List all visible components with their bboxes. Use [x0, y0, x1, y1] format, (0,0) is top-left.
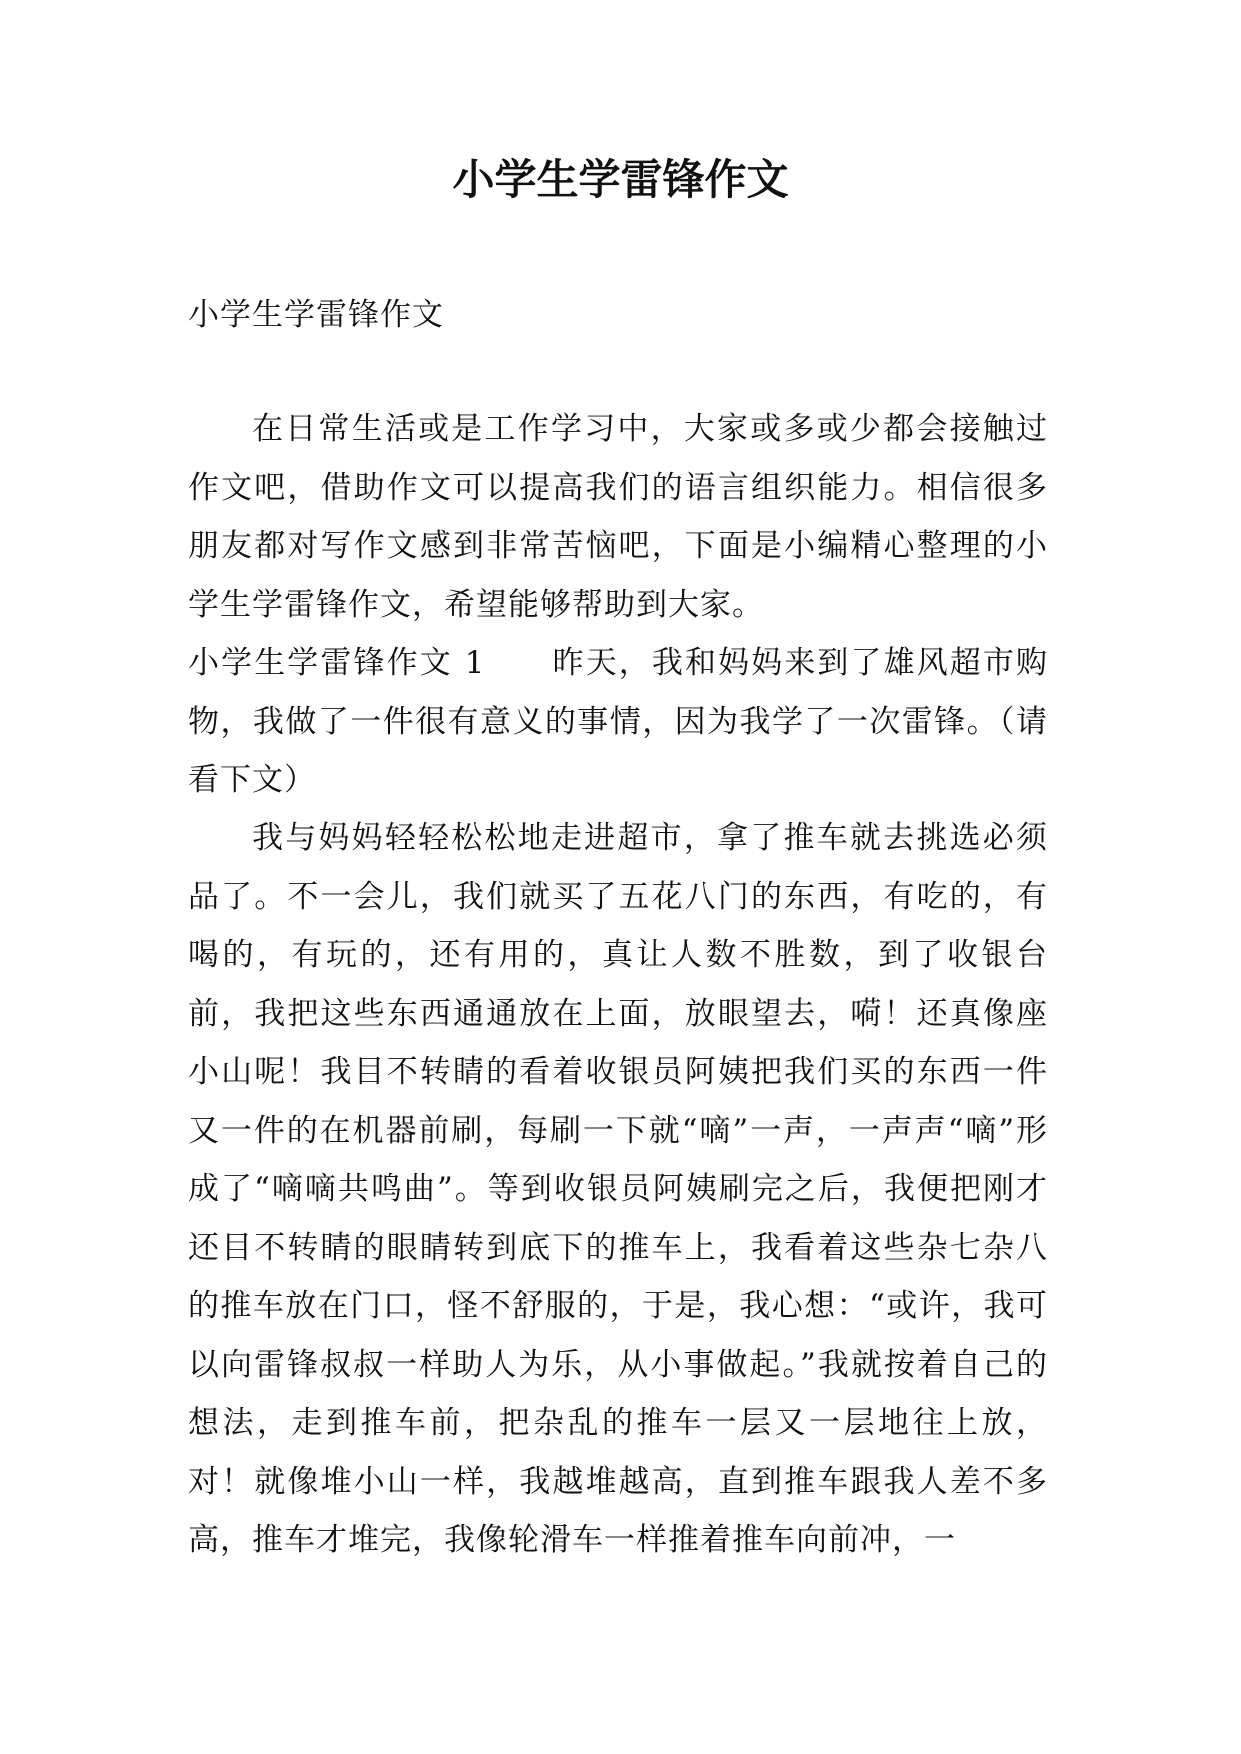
intro-paragraph: 在日常生活或是工作学习中，大家或多或少都会接触过作文吧，借助作文可以提高我们的语言组织能力。相信很多朋友都对写作文感到非常苦恼吧，下面是小编精心整理的小学生学雷锋作文，希望能够帮助到大家。 [188, 411, 1048, 623]
essay-1-heading: 小学生学雷锋作文 1 [188, 645, 486, 681]
essay-1-second-paragraph: 我与妈妈轻轻松松地走进超市，拿了推车就去挑选必须品了。不一会儿，我们就买了五花八门的东西，有吃的，有喝的，有玩的，还有用的，真让人数不胜数，到了收银台前，我把这些东西通通放在上面，放眼望去，嗬！还真像座小山呢！我目不转睛的看着收银员阿姨把我们买的东西一件又一件的在机器前刷，每刷一下就“嘀”一声，一声声“嘀”形成了“嘀嘀共鸣曲”。等到收银员阿姨刷完之后，我便把刚才还目不转睛的眼睛转到底下的推车上，我看着这些杂七杂八的推车放在门口，怪不舒服的，于是，我心想：“或许，我可以向雷锋叔叔一样助人为乐，从小事做起。”我就按着自己的想法，走到推车前，把杂乱的推车一层又一层地往上放，对！就像堆小山一样，我越堆越高，直到推车跟我人差不多高，推车才堆完，我像轮滑车一样推着推车向前冲，一 [188, 820, 1048, 1558]
document-subtitle: 小学生学雷锋作文 [188, 297, 444, 333]
document-title: 小学生学雷锋作文 [452, 155, 789, 204]
essay-1-opening: 昨天，我和妈妈来到了雄风超市购物，我做了一件很有意义的事情，因为我学了一次雷锋。（请看下文） [188, 645, 1049, 798]
essay-1-first-paragraph [188, 634, 1048, 810]
